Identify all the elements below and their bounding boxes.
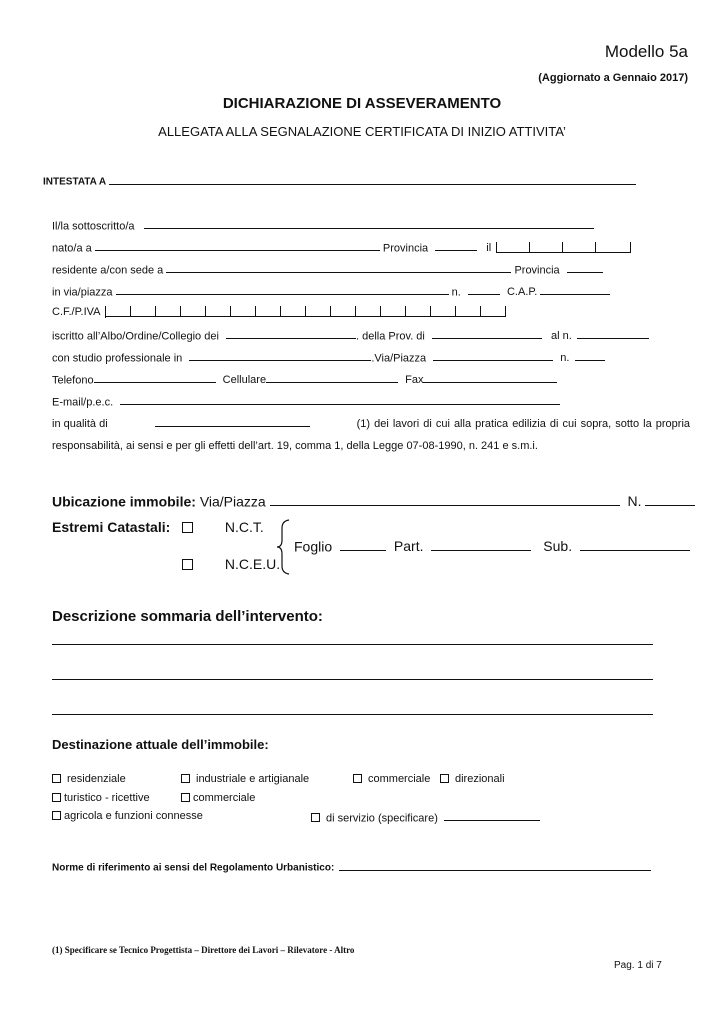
direzionali-checkbox[interactable] <box>440 774 449 783</box>
residenziale-checkbox[interactable] <box>52 774 61 783</box>
commerciale-label: commerciale <box>368 773 431 785</box>
telefono-label: Telefono <box>52 374 94 387</box>
via-n-label: n. <box>451 286 461 299</box>
qualita-row <box>52 416 690 430</box>
industriale-label: industriale e artigianale <box>196 773 310 785</box>
al-n-label: al n. <box>551 330 572 343</box>
sottoscritto-row <box>52 218 594 232</box>
residente-field[interactable] <box>166 262 511 273</box>
commerciale-checkbox[interactable] <box>353 774 362 783</box>
commerciale2-checkbox[interactable] <box>181 793 190 802</box>
cf-label: C.F./P.IVA <box>52 306 100 318</box>
norme-label: Norme di riferimento ai sensi del Regolamento Urbanistico: <box>52 862 335 874</box>
nato-label: nato/a a <box>52 242 92 255</box>
qualita-field[interactable] <box>155 416 310 427</box>
studio-row <box>52 350 605 364</box>
via-row <box>52 284 610 298</box>
nct-option[interactable] <box>182 519 264 535</box>
via-n-field[interactable] <box>468 284 500 295</box>
email-field[interactable] <box>120 394 560 405</box>
servizio-label: di servizio (specificare) <box>326 812 438 825</box>
responsabilita-text: responsabilità, ai sensi e per gli effetti dell’art. 19, comma 1, della Legge 07-08-1990, n. 241 e s.m.i. <box>52 440 538 452</box>
intestata-label: INTESTATA A <box>43 176 106 188</box>
iscritto-row <box>52 328 649 342</box>
residente-provincia-label: Provincia <box>514 264 560 277</box>
studio-label: con studio professionale in <box>52 352 183 365</box>
opt-industriale[interactable] <box>181 773 309 785</box>
turistico-label: turistico - ricettive <box>64 792 150 804</box>
part-label: Part. <box>393 538 424 555</box>
opt-servizio[interactable] <box>311 810 540 824</box>
agricola-label: agricola e funzioni connesse <box>64 810 203 822</box>
via-field[interactable] <box>116 284 449 295</box>
descrizione-line-3[interactable] <box>52 714 653 715</box>
sottoscritto-field[interactable] <box>144 218 594 229</box>
cap-field[interactable] <box>540 284 610 295</box>
della-prov-label: . della Prov. di <box>355 330 425 343</box>
turistico-checkbox[interactable] <box>52 793 61 802</box>
model-label: Modello 5a <box>604 42 688 61</box>
direzionali-label: direzionali <box>455 773 505 785</box>
updated-label: (Aggiornato a Gennaio 2017) <box>538 72 688 84</box>
qualita-cont: (1) dei lavori di cui alla pratica edilizia di cui sopra, sotto la propria <box>356 418 690 431</box>
destinazione-title: Destinazione attuale dell’immobile: <box>52 737 269 752</box>
opt-commerciale2[interactable] <box>181 792 255 804</box>
cellulare-label: Cellulare <box>222 374 267 387</box>
part-field[interactable] <box>431 537 531 551</box>
al-n-field[interactable] <box>577 328 649 339</box>
opt-residenziale[interactable] <box>52 773 126 785</box>
intestata-field[interactable] <box>109 174 636 185</box>
ubicazione-via-label: Via/Piazza <box>199 493 266 510</box>
fax-field[interactable] <box>423 372 557 383</box>
nct-label: N.C.T. <box>224 519 264 535</box>
opt-agricola[interactable] <box>52 810 203 822</box>
albo-field[interactable] <box>226 328 356 339</box>
norme-row <box>52 860 651 874</box>
opt-commerciale[interactable] <box>353 773 430 785</box>
nato-provincia-label: Provincia <box>382 242 429 255</box>
footnote: (1) Specificare se Tecnico Progettista – Direttore dei Lavori – Rilevatore - Altro <box>52 945 355 955</box>
estremi-label: Estremi Catastali: <box>52 519 171 535</box>
catasto-row <box>294 537 690 554</box>
nato-field[interactable] <box>95 240 380 251</box>
email-label: E-mail/p.e.c. <box>52 396 114 409</box>
prov-field[interactable] <box>432 328 542 339</box>
document-subtitle: ALLEGATA ALLA SEGNALAZIONE CERTIFICATA DI INIZIO ATTIVITA’ <box>158 124 566 139</box>
nato-provincia-field[interactable] <box>435 240 477 251</box>
nceu-option[interactable] <box>182 556 280 572</box>
ubicazione-n-label: N. <box>627 493 642 510</box>
commerciale2-label: commerciale <box>193 792 256 804</box>
studio-via-field[interactable] <box>433 350 553 361</box>
sottoscritto-label: Il/la sottoscritto/a <box>52 220 135 233</box>
nceu-checkbox[interactable] <box>182 559 193 570</box>
servizio-checkbox[interactable] <box>311 813 320 822</box>
foglio-label: Foglio <box>294 538 333 555</box>
opt-turistico[interactable] <box>52 792 150 804</box>
nato-date-field[interactable] <box>496 242 631 256</box>
residenziale-label: residenziale <box>67 773 126 785</box>
cf-boxes[interactable] <box>105 306 506 318</box>
iscritto-label: iscritto all’Albo/Ordine/Collegio dei <box>52 330 219 343</box>
descrizione-line-1[interactable] <box>52 644 653 645</box>
residente-label: residente a/con sede a <box>52 264 164 277</box>
studio-field[interactable] <box>189 350 371 361</box>
sub-field[interactable] <box>580 537 690 551</box>
via-label: in via/piazza <box>52 286 113 299</box>
foglio-field[interactable] <box>340 537 386 551</box>
document-title: DICHIARAZIONE DI ASSEVERAMENTO <box>222 95 502 112</box>
page-number: Pag. 1 di 7 <box>614 960 662 971</box>
studio-n-field[interactable] <box>575 350 605 361</box>
qualita-label: in qualità di <box>52 418 108 431</box>
opt-direzionali[interactable] <box>440 773 505 785</box>
cf-row <box>52 306 506 318</box>
nato-il-label: il <box>486 242 492 255</box>
nceu-label: N.C.E.U. <box>224 556 281 572</box>
ubicazione-label: Ubicazione immobile: <box>52 493 196 510</box>
descrizione-title: Descrizione sommaria dell’intervento: <box>52 608 323 625</box>
ubicazione-row <box>52 492 695 509</box>
residente-provincia-field[interactable] <box>567 262 603 273</box>
catasto-brace-icon <box>276 519 292 575</box>
ubicazione-n-field[interactable] <box>645 492 695 506</box>
residente-row <box>52 262 603 276</box>
cap-label: C.A.P. <box>506 286 538 299</box>
nato-row <box>52 240 631 256</box>
telefono-field[interactable] <box>94 372 216 383</box>
intestata-row <box>43 174 636 188</box>
fax-label: Fax <box>405 374 424 387</box>
sub-label: Sub. <box>543 538 573 555</box>
servizio-field[interactable] <box>444 810 540 821</box>
norme-field[interactable] <box>339 860 651 871</box>
studio-via-label: .Via/Piazza <box>371 352 427 365</box>
email-row <box>52 394 560 408</box>
ubicazione-via-field[interactable] <box>270 492 620 506</box>
industriale-checkbox[interactable] <box>181 774 190 783</box>
contatti-row <box>52 372 557 386</box>
cellulare-field[interactable] <box>266 372 398 383</box>
nct-checkbox[interactable] <box>182 522 193 533</box>
studio-n-label: n. <box>560 352 570 365</box>
descrizione-line-2[interactable] <box>52 679 653 680</box>
agricola-checkbox[interactable] <box>52 811 61 820</box>
